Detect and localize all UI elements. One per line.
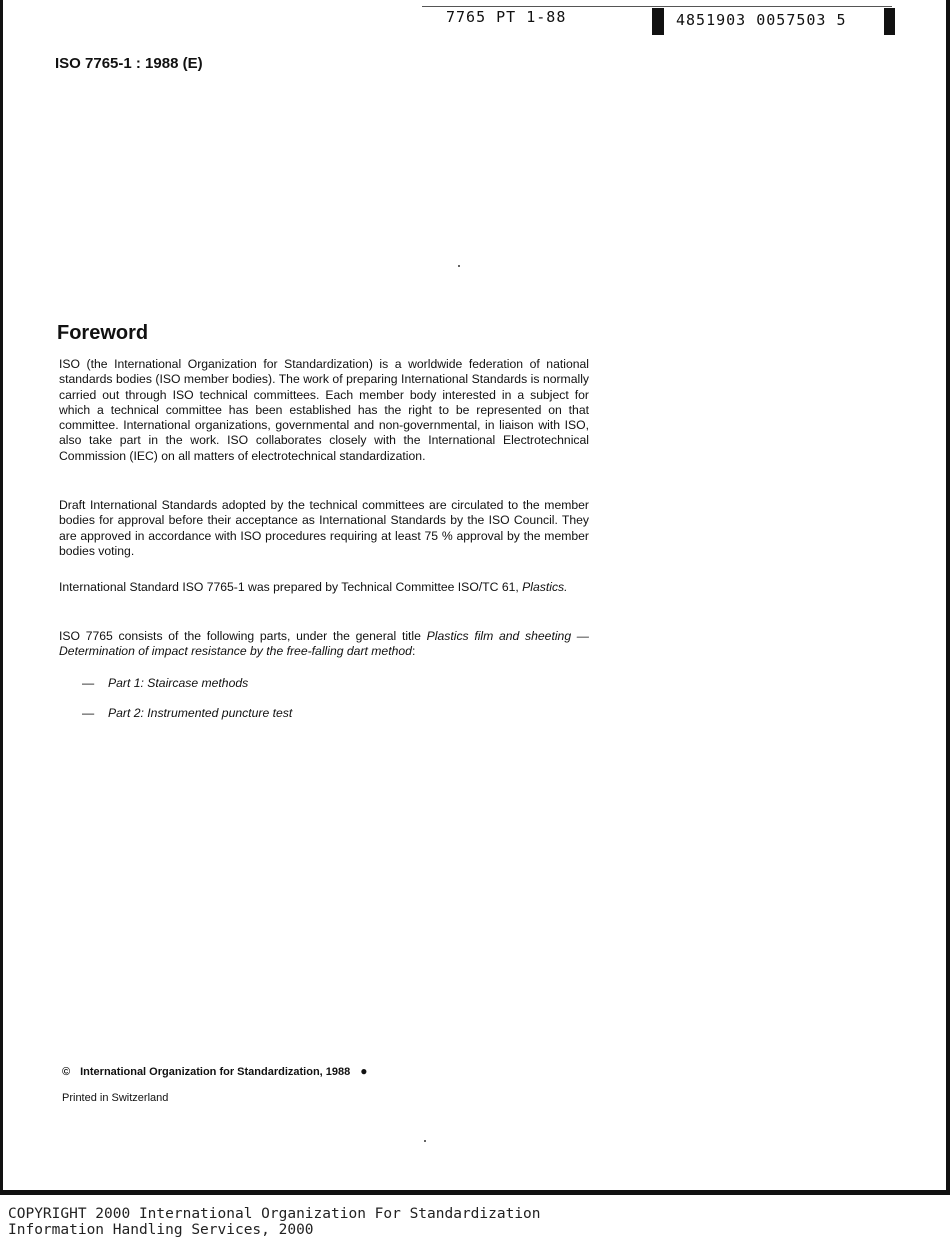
stamp-bar-right [884,8,895,35]
page-title: Foreword [57,322,149,344]
printed-location: Printed in Switzerland [62,1092,169,1104]
scan-speck [424,1140,426,1142]
part-2-label: Part 2: Instrumented puncture test [108,706,293,720]
general-title: Plastics film and sheeting — Determination of impact resistance by the free-falling dart method [59,629,589,659]
list-item [82,676,248,690]
header-rule [422,6,892,7]
header-stamp: 4851903 0057503 5 [676,11,847,29]
scan-edge-bottom [0,1190,950,1195]
list-item [82,706,292,720]
paragraph-iso-intro: ISO (the International Organization for Standardization) is a worldwide federation of national standards bodies (ISO member bodies). The work of preparing International Standards is normally carried out through ISO technical committees. Each member body interested in a subject for which a technical committee has been established has the right to be represented on that committee. International organizations, governmental and non-governmental, in liaison with ISO, also take part in the work. ISO collaborates closely with the International Electrotechnical Commission (IEC) on all matters of electrotechnical standardization. [59,357,589,463]
committee-name: Plastics. [522,580,568,594]
parts-intro-colon: : [411,644,416,659]
copyright-text: International Organization for Standardization, 1988 [80,1066,351,1078]
bullet-icon: ● [360,1064,368,1078]
list-dash: — [82,706,95,720]
document-id: ISO 7765-1 : 1988 (E) [55,55,203,72]
paragraph-parts-intro [59,629,589,660]
scan-edge-right [946,0,950,1194]
footer-line-2: Information Handling Services, 2000 [8,1222,314,1238]
header-code: 7765 PT 1-88 [446,8,567,26]
prepared-by-text: International Standard ISO 7765-1 was prepared by Technical Committee ISO/TC 61, [59,580,519,594]
paragraph-draft-standards: Draft International Standards adopted by the technical committees are circulated to the member bodies for approval before their acceptance as International Standards by the ISO Council. They are approved in accordance with ISO procedures requiring at least 75 % approval by the member bodies voting. [59,498,589,558]
copyright-footer [8,1206,541,1238]
part-1-label: Part 1: Staircase methods [108,676,249,690]
parts-intro-text: ISO 7765 consists of the following parts, under the general title [59,629,421,643]
scan-speck [458,265,460,267]
stamp-bar-left [652,8,664,35]
copyright-icon: © [62,1066,71,1078]
scan-edge-left [0,0,3,1194]
footer-line-1: COPYRIGHT 2000 International Organization For Standardization [8,1206,541,1222]
copyright-notice [62,1064,368,1078]
list-dash: — [82,676,95,690]
paragraph-prepared-by [59,580,589,595]
